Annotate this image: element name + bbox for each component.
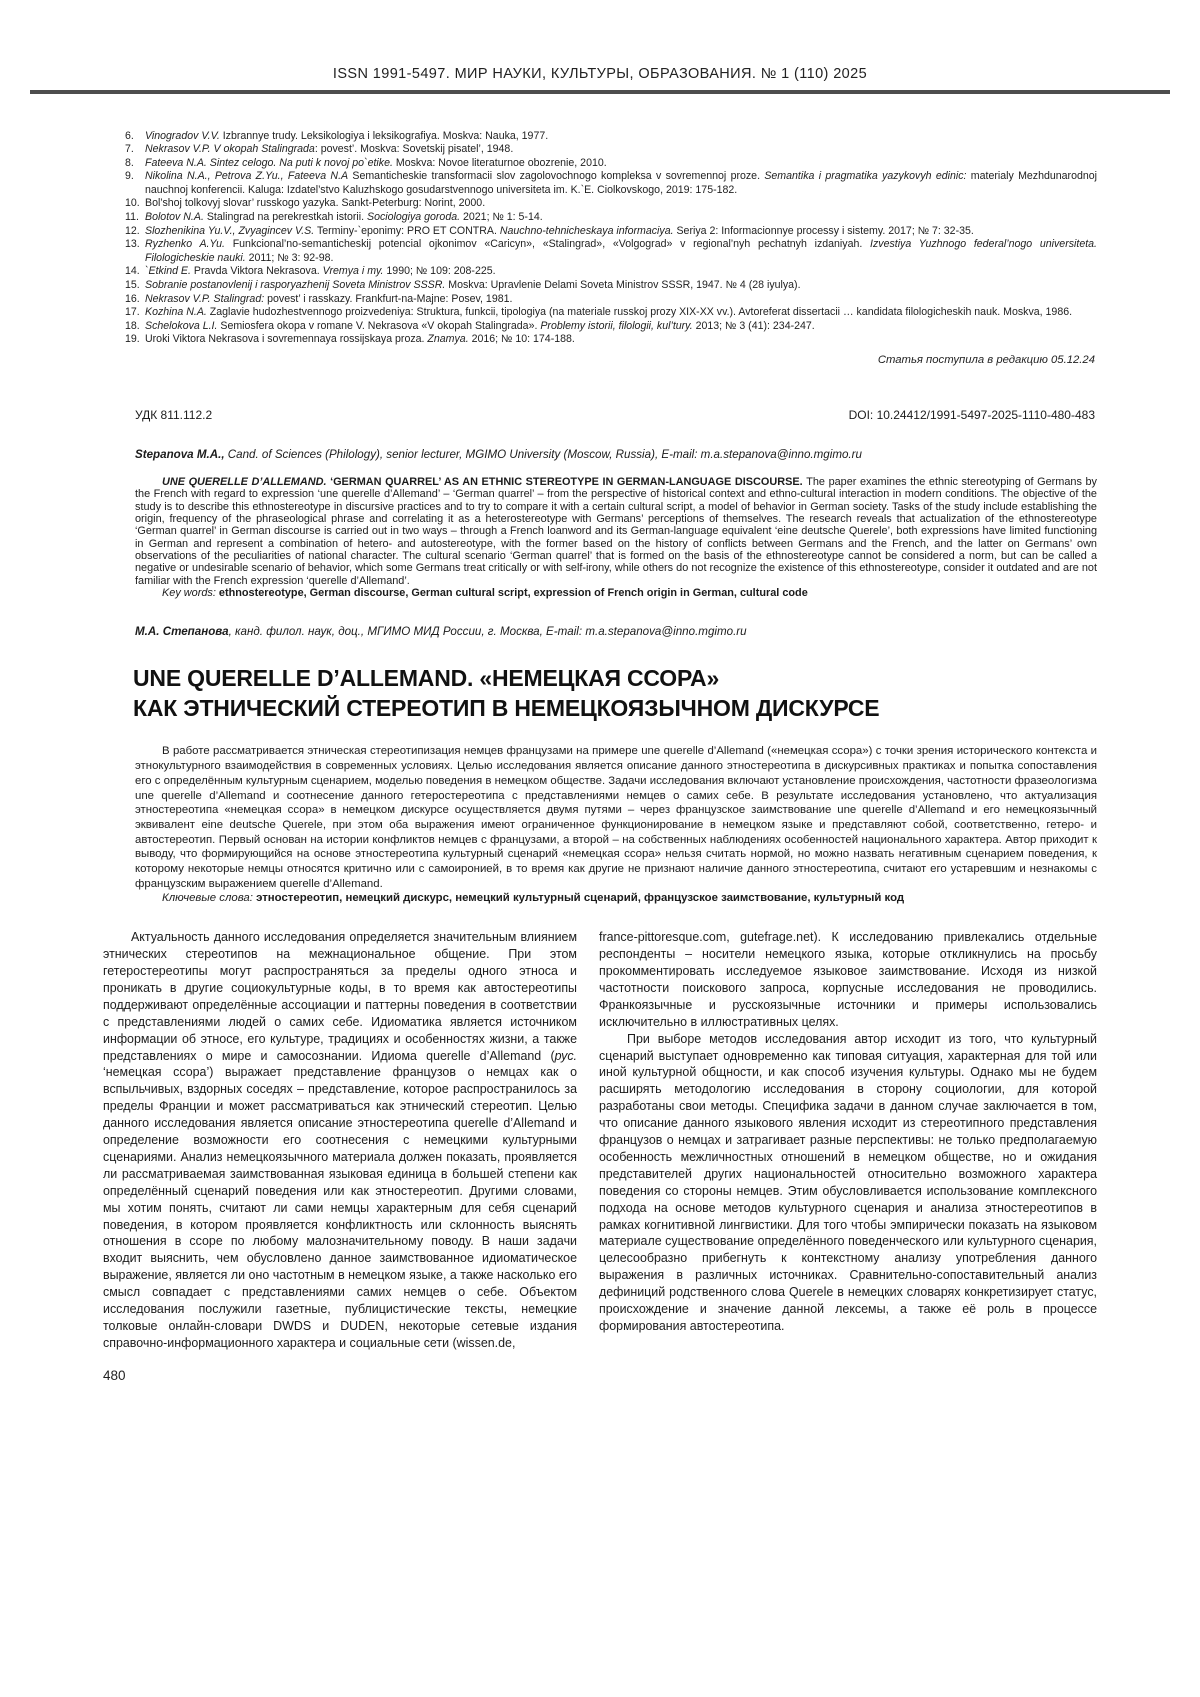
text-run: Terminy-`eponimy: PRO ET CONTRA. [314, 224, 500, 237]
text-run: 2013; № 3 (41): 234-247. [692, 319, 815, 332]
reference-number: 7. [125, 143, 134, 156]
article-title-line1: UNE QUERELLE D’ALLEMAND. «НЕМЕЦКАЯ ССОРА» [133, 665, 720, 692]
reference-text [145, 211, 1097, 225]
text-run: ‘немецкая ссора’) выражает представление французов о немцах как о вспыльчивых, вздорных соседях – представление, которое распространилось за пределы Франции и может рассматриваться как этнический стереотип. Целью данного исследования является описание этностереотипа querelle d’Allemand и определение возможности его соотнесения с немецкими культурными сценариями. Анализ немецкоязычного материала должен показать, проявляется ли рассматриваемая заимствованная языковая единица в большей степени как определённый сценарий поведения или как этностереотип. Другими словами, мы хотим понять, считают ли сами немцы характерным для себя сценарий поведения, в котором проявляется конфликтность или склонность выяснять отношения в ссоре по любому малозначительному поводу. В наши задачи входит выяснить, чем обусловлено данное заимствованное идиоматическое выражение, является ли оно частотным в немецком языке, а также насколько его смысл совпадает с представлениями самих немцев о себе. Объектом исследования послужили газетные, публицистические тексты, немецкие толковые онлайн-словари DWDS и DUDEN, некоторые сетевые издания справочно-информационного характера и социальные сети (wissen.de, [103, 1065, 577, 1350]
text-run: Nauchno-tehnicheskaya informaciya. [499, 224, 674, 237]
text-run: В работе рассматривается этническая стереотипизация немцев французами на примере une querelle d’Allemand («немецкая ссора») с точки зрения исторического контекста и этнокультурного взаимодействия в современных условиях. Целью исследования является описание данного этностереотипа в дискурсивных практиках и попытка сопоставления его с определённым культурным сценарием, моделью поведения в немецком обществе. Задачи исследования включают установление происхождения, частотности фразеологизма une querelle d’Allemand и соотнесение данного гетеростереотипа с представлениями немцев о самих себе. В результате исследования установлено, что актуализация этностереотипа «немецкая ссора» в немецком дискурсе осуществляется двумя путями – через французское заимствование une querelle d’Allemand и его немецкоязычный эквивалент eine deutsche Querele, при этом оба выражения имеют ограниченное функционирование в немецком языке и представляют собой, соответственно, гетеро- и автостереотип. Первый основан на истории конфликтов немцев с французами, а второй – на собственных наблюдениях особенностей национального характера. Автор приходит к выводу, что формирующийся на основе этностереотипа культурный сценарий «немецкая ссора» нельзя считать нормой, но можно назвать негативным сценарием поведения, к которому некоторые немцы относятся критично или с самоиронией, в то время как другие не признают наличие данного этностереотипа, считают его устаревшим и незнакомы с французским выражением querelle d’Allemand. [135, 745, 1097, 890]
body-columns [103, 929, 1097, 1352]
text-run: Schelokova L.I. [145, 319, 218, 332]
reference-number: 13. [125, 238, 140, 251]
text-run: Fateeva N.A. [145, 156, 207, 169]
page-number: 480 [103, 1367, 126, 1383]
reference-text [145, 320, 1097, 334]
reference-number: 11. [125, 211, 139, 224]
reference-number: 14. [125, 265, 140, 278]
text-run: Sobranie postanovlenij i rasporyazhenij Soveta Ministrov SSSR. [145, 279, 446, 292]
text-run: V okopah Stalingrada [213, 143, 315, 156]
text-run: М.А. Степанова [135, 625, 229, 639]
text-run: materialy Mezhdunarodnoj nauchnoj konferencii. Kaluga: Izdatel’stvo Kaluzhskogo gosudarstvennogo universiteta im. K.`E. Ciolkovskogo, 2019: 175-182. [145, 170, 1097, 196]
reference-text [145, 238, 1097, 265]
reference-number: 19. [125, 333, 140, 346]
text-run: Zaglavie hudozhestvennogo proizvedeniya: Struktura, funkcii, tipologiya (na materiale russkoj prozy XIX-XX vv.). Avtoreferat dissertacii … kandidata filologicheskih nauk. Moskva, 1986. [206, 306, 1073, 319]
issn-line: ISSN 1991-5497. МИР НАУКИ, КУЛЬТУРЫ, ОБРАЗОВАНИЯ. № 1 (110) 2025 [332, 66, 868, 82]
reference-number: 16. [125, 292, 140, 305]
reference-text [145, 306, 1097, 320]
text-run: Актуальность данного исследования определяется значительным влиянием этнических стереотипов на межнациональное общение. При этом гетеростереотипы могут распространяться за пределы одного этноса и проникать в другие социокультурные коды, в то время как автостереотипы поддерживают определённые ассоциации и паттерны поведения в соответствии с представлениями людей о самих себе. Идиоматика является источником информации об этносе, его культуре, традициях и особенностях жизни, а также представлениях о мире и самосознании. Идиома querelle d’Allemand ( [103, 930, 577, 1063]
text-run: Ryzhenko A.Yu. [145, 238, 225, 251]
journal-header [30, 0, 1170, 82]
reference-number: 12. [125, 224, 140, 237]
text-run: Bol’shoj tolkovyj slovar’ russkogo yazyka. Sankt-Peterburg: Norint, 2000. [145, 197, 486, 210]
text-run: Kozhina N.A. [145, 306, 207, 319]
text-run: Funkcional’no-semanticheskij potencial ojkonimov «Caricyn», «Stalingrad», «Volgograd» v regional’nyh pechatnyh izdaniyah. [224, 238, 871, 251]
text-run: The paper examines the ethnic stereotyping of Germans by the French with regard to expression ‘une querelle d’Allemand’ – ‘German quarrel’ – from the perspective of historical context and ethno-cultural interaction in modern conditions. The objective of the study is to describe this ethnostereotype in discursive practices and to try to compare it with a certain cultural script, a model of behavior in German society. Tasks of the study include establishing the origin, frequency of the phraseological phrase and correlating it as a heterostereotype with Germans’ perceptions of themselves. The research reveals that actualization of the ethnostereotype ‘German quarrel’ in German discourse is carried out in two ways – through a French loanword and its German-language equivalent ‘eine deutsche Querele’, both expressions have limited functioning in German and represent a combination of hetero- and autostereotype, with the former based on the history of conflicts between Germans and the French, and the latter on Germans’ own observations of the peculiarities of national character. The cultural scenario ‘German quarrel’ that is formed on the basis of the ethnostereotype cannot be considered a norm, but can be called a negative or undesirable scenario of behavior, which some Germans treat critically or with self-irony, while others do not recognize the existence of this ethnostereotype, consider it outdated and are not familiar with the French expression ‘querelle d’Allemand’. [135, 476, 1097, 587]
reference-item [125, 265, 1097, 279]
text-run: этностереотип, немецкий дискурс, немецкий культурный сценарий, французское заимствование, культурный код [256, 892, 905, 905]
text-run: Uroki Viktora Nekrasova i sovremennaya rossijskaya proza. [145, 333, 428, 346]
text-run: Bolotov N.A. [145, 211, 204, 224]
author-line-ru [135, 625, 1095, 638]
abstract-en-paragraph [135, 476, 1097, 587]
text-run: Nekrasov V.P. [145, 292, 211, 305]
text-run: При выборе методов исследования автор исходит из того, что культурный сценарий выступает одновременно как типовая ситуация, характерная для той или иной культурной общности, и как способ изучения культуры. Однако мы не будем расширять методологию исследования в сторону социологии, для которой разработаны свои методы. Специфика задачи в данном случае заключается в том, что описание данного языкового явления исходит из стереотипного представления французов о немцах и затрагивает разные перспективы: не только предполагаемую особенность межличностных отношений в немецком обществе, но и ожидания представителей других национальностей относительно возможного характера поведения со стороны немцев. Этим обусловливается использование комплексного подхода на основе методов культурного сценария и анализа этностереотипов в рамках когнитивной лингвистики. Для того чтобы эмпирически показать на языковом материале существование определённого поведенческого или культурного сценария, целесообразно прибегнуть к контекстному анализу употребления данного выражения в различных источниках. Сравнительно-сопоставительный анализ дефиниций родственного слова Querele в немецких словарях конкретизирует статус, происхождение и значение данной лексемы, а также её роль в процессе формирования автостереотипа. [599, 1031, 1097, 1334]
reference-text [145, 170, 1097, 197]
text-run: UNE QUERELLE D’ALLEMAND. [162, 476, 331, 488]
keywords-ru [135, 891, 1097, 906]
text-run: Nikolina N.A., Petrova Z.Yu., Fateeva N.A [145, 170, 349, 183]
reference-text [145, 265, 1097, 279]
body-paragraph [599, 1031, 1097, 1335]
text-run: Key words: [162, 587, 219, 600]
author-line-en [135, 448, 1095, 461]
reference-number: 15. [125, 279, 140, 292]
reference-number: 6. [125, 129, 134, 142]
text-run: Izvestiya Yuzhnogo federal’nogo universiteta. Filologicheskie nauki. [145, 238, 1097, 264]
references-list [125, 130, 1097, 348]
doi-code: DOI: 10.24412/1991-5497-2025-1110-480-483 [848, 408, 1095, 422]
body-paragraph [103, 929, 577, 1352]
reference-item [125, 238, 1097, 265]
text-run: 2021; № 1: 5-14. [460, 211, 543, 224]
reference-number: 17. [125, 306, 140, 319]
header-rule [30, 90, 1170, 94]
udk-doi-row [135, 408, 1095, 422]
reference-text [145, 197, 1097, 211]
reference-item [125, 225, 1097, 239]
text-run: Vremya i my. [322, 265, 384, 278]
reference-number: 9. [125, 170, 134, 183]
reference-item [125, 143, 1097, 157]
text-run: Semanticheskie transformacii slov zagolovochnogo kompleksa v sovremennoj proze. [348, 170, 765, 183]
text-run: ethnostereotype, German discourse, German cultural script, expression of French origin in German, cultural code [218, 587, 808, 600]
text-run: Sintez celogo. Na puti k novoj po`etike. [209, 156, 393, 169]
text-run: povest’ i rasskazy. Frankfurt-na-Majne: Posev, 1981. [264, 292, 513, 305]
reference-number: 8. [125, 156, 134, 169]
reference-item [125, 293, 1097, 307]
text-run: Nekrasov V.P. [145, 143, 211, 156]
text-run: Semiosfera okopa v romane V. Nekrasova «V okopah Stalingrada». [217, 319, 541, 332]
article-title [133, 663, 1095, 723]
reference-item [125, 306, 1097, 320]
text-run: Sociologiya goroda. [367, 211, 461, 224]
body-paragraph [599, 929, 1097, 1030]
reference-item [125, 211, 1097, 225]
reference-item [125, 157, 1097, 171]
text-run: Problemy istorii, filologii, kul’tury. [540, 319, 693, 332]
reference-text [145, 279, 1097, 293]
body-column-right [599, 929, 1097, 1352]
reference-item [125, 333, 1097, 347]
reference-item [125, 130, 1097, 144]
reference-item [125, 197, 1097, 211]
text-run: Moskva: Novoe literaturnoe obozrenie, 2010. [392, 156, 607, 169]
text-run: Znamya. [427, 333, 469, 346]
reference-text [145, 143, 1097, 157]
text-run: 2016; № 10: 174-188. [468, 333, 575, 346]
received-note: Статья поступила в редакцию 05.12.24 [877, 354, 1095, 366]
text-run: рус. [554, 1048, 577, 1063]
text-run: Pravda Viktora Nekrasova. [190, 265, 323, 278]
reference-text [145, 157, 1097, 171]
reference-item [125, 170, 1097, 197]
text-run: 1990; № 109: 208-225. [383, 265, 496, 278]
text-run: Cand. of Sciences (Philology), senior lecturer, MGIMO University (Moscow, Russia), E-mail: m.a.stepanova@inno.mgimo.ru [224, 448, 862, 461]
text-run: , канд. филол. наук, доц., МГИМО МИД России, г. Москва, E-mail: m.a.stepanova@inno.mgimo.ru [228, 625, 747, 639]
reference-number: 18. [125, 319, 140, 332]
text-run: Moskva: Upravlenie Delami Soveta Ministrov SSSR, 1947. № 4 (28 iyulya). [445, 279, 801, 292]
abstract-en [135, 476, 1097, 599]
text-run: Izbrannye trudy. Leksikologiya i leksikografiya. Moskva: Nauka, 1977. [219, 129, 549, 142]
text-run: Slozhenikina Yu.V., Zvyagincev V.S. [145, 224, 315, 237]
text-run: Vinogradov V.V. [145, 129, 220, 142]
text-run: ‘GERMAN QUARREL’ AS AN ETHNIC STEREOTYPE IN GERMAN-LANGUAGE DISCOURSE. [330, 476, 807, 488]
udk-code: УДК 811.112.2 [135, 408, 213, 422]
abstract-ru-paragraph [135, 744, 1097, 891]
text-run: Stepanova M.A., [135, 448, 225, 461]
text-run: Stalingrad: [213, 292, 265, 305]
reference-text [145, 333, 1097, 347]
text-run: Semantika i pragmatika yazykovyh edinic: [764, 170, 967, 183]
text-run: Ключевые слова: [162, 892, 257, 905]
reference-item [125, 320, 1097, 334]
reference-number: 10. [125, 197, 140, 210]
reference-text [145, 225, 1097, 239]
reference-item [125, 279, 1097, 293]
keywords-en [135, 587, 1097, 599]
text-run: Stalingrad na perekrestkah istorii. [203, 211, 367, 224]
body-column-left [103, 929, 577, 1352]
reference-text [145, 293, 1097, 307]
text-run: Seriya 2: Informacionnye processy i sistemy. 2017; № 7: 32-35. [673, 224, 974, 237]
text-run: : povest’. Moskva: Sovetskij pisatel’, 1948. [314, 143, 514, 156]
text-run: `Etkind E. [145, 265, 191, 278]
text-run: france-pittoresque.com, gutefrage.net). К исследованию привлекались отдельные респонденты – носители немецкого языка, которые откликнулись на просьбу прокомментировать исследуемое языковое заимствование. Исходя из низкой частотности поискового запроса, корпусные исследования не проводились. Франкоязычные и русскоязычные источники и примеры использовались исключительно в иллюстративных целях. [599, 930, 1097, 1029]
text-run: 2011; № 3: 92-98. [245, 251, 334, 264]
article-title-line2: КАК ЭТНИЧЕСКИЙ СТЕРЕОТИП В НЕМЕЦКОЯЗЫЧНОМ ДИСКУРСЕ [133, 695, 880, 722]
reference-text [145, 130, 1097, 144]
abstract-ru [135, 744, 1097, 906]
